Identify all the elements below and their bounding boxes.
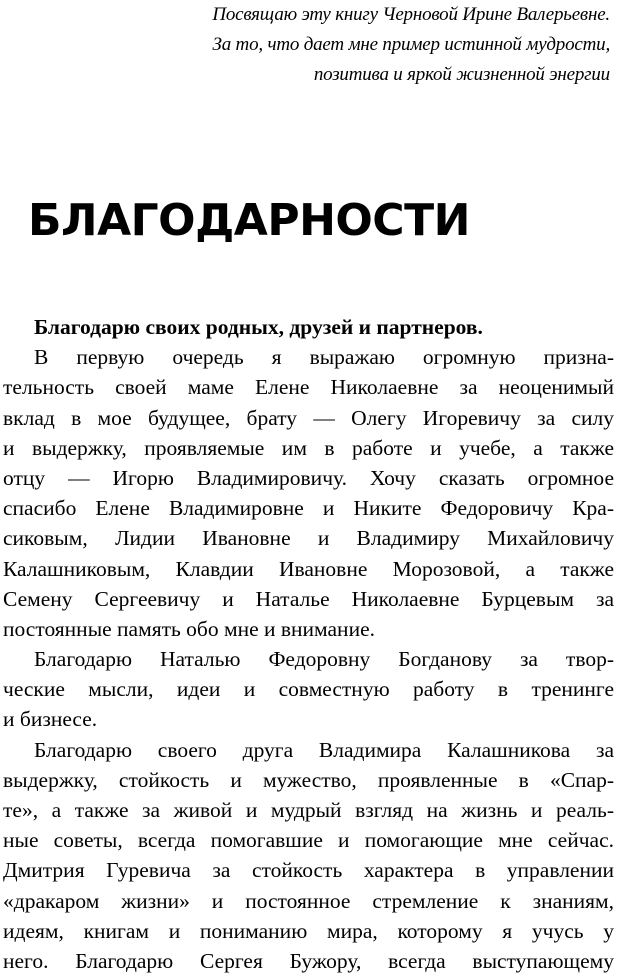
dedication (90, 2, 610, 93)
dedication-line: позитива и яркой жизненной энергии (313, 64, 610, 86)
paragraph-1-line: сиковым, Лидии Ивановне и Владимиру Михайловичу (3, 526, 614, 551)
paragraph-1-line: Семену Сергеевичу и Наталье Николаевне Бурцевым за (3, 586, 614, 611)
paragraph-1-line: Калашниковым, Клавдии Ивановне Морозовой, а также (3, 556, 614, 581)
body-text (0, 312, 620, 976)
lead-sentence: Благодарю своих родных, друзей и партнеров. (34, 315, 483, 339)
paragraph-2-line: Благодарю Наталью Федоровну Богданову за твор- (34, 647, 614, 672)
paragraph-2-line: и бизнесе. (3, 707, 98, 732)
paragraph-1-line: постоянные память обо мне и внимание. (3, 616, 375, 641)
paragraph-3-line: Благодарю своего друга Владимира Калашникова за (34, 737, 614, 762)
paragraph-3-line: Дмитрия Гуревича за стойкость характера в управлении (3, 858, 614, 883)
paragraph-3-line: выдержку, стойкость и мужество, проявленные в «Спар- (3, 767, 614, 792)
paragraph-1-line: и выдержку, проявляемые им в работе и учебе, а также (3, 435, 614, 460)
paragraph-1-line: отцу — Игорю Владимировичу. Хочу сказать огромное (3, 465, 614, 490)
paragraph-1-line: вклад в мое будущее, брату — Олегу Игоревичу за силу (3, 405, 614, 430)
paragraph-1-line: спасибо Елене Владимировне и Никите Федоровичу Кра- (3, 496, 614, 521)
paragraph-3-line: него. Благодарю Сергея Бужору, всегда выступающему (3, 948, 614, 973)
paragraph-1-line: тельность своей маме Елене Николаевне за неоценимый (3, 375, 614, 400)
paragraph-1-line: В первую очередь я выражаю огромную призна- (34, 345, 614, 370)
paragraph-3-line: ные советы, всегда помогавшие и помогающие мне сейчас. (3, 828, 614, 853)
paragraph-3-line: «дракаром жизни» и постоянное стремление к знаниям, (3, 888, 614, 913)
paragraph-2-line: ческие мысли, идеи и совместную работу в тренинге (3, 677, 614, 702)
dedication-line: Посвящаю эту книгу Черновой Ирине Валерьевне. (212, 4, 610, 25)
paragraph-3-line: те», а также за живой и мудрый взгляд на жизнь и реаль- (3, 798, 614, 822)
dedication-line: За то, что дает мне пример истинной мудрости, (212, 34, 610, 56)
chapter-heading: БЛАГОДАРНОСТИ (28, 195, 470, 246)
paragraph-3-line: идеям, книгам и пониманию мира, которому я учусь у (3, 918, 614, 943)
